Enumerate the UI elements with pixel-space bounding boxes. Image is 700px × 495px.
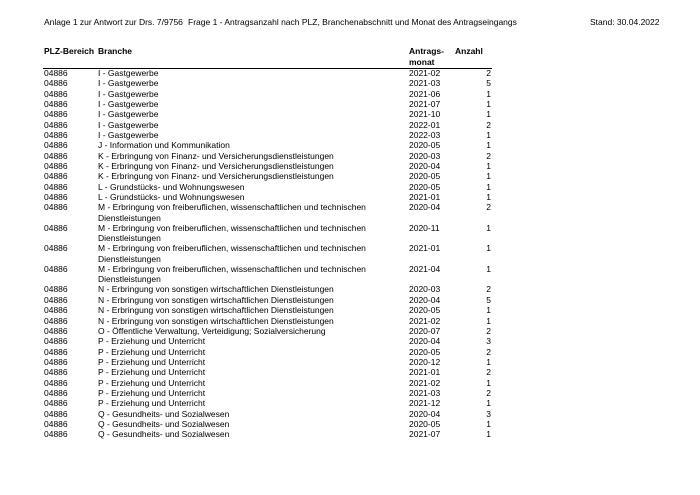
cell-plz: 04886 <box>44 429 68 440</box>
cell-branche: I - Gastgewerbe <box>98 130 159 141</box>
column-header-branche: Branche <box>98 46 133 56</box>
cell-anzahl: 3 <box>486 408 491 419</box>
cell-antragsmonat: 2020-05 <box>409 181 441 192</box>
cell-anzahl: 1 <box>486 181 491 192</box>
cell-plz: 04886 <box>44 336 68 347</box>
cell-anzahl: 1 <box>486 377 491 388</box>
table-row <box>0 171 700 181</box>
cell-branche: P - Erziehung und Unterricht <box>98 387 206 398</box>
cell-anzahl: 2 <box>486 119 491 130</box>
cell-plz: 04886 <box>44 243 68 254</box>
document-reference: Anlage 1 zur Antwort zur Drs. 7/9756 <box>44 17 183 27</box>
cell-branche: P - Erziehung und Unterricht <box>98 367 206 378</box>
cell-branche: L - Grundstücks- und Wohnungswesen <box>98 192 245 203</box>
cell-anzahl: 1 <box>486 243 491 254</box>
cell-anzahl: 3 <box>486 336 491 347</box>
cell-anzahl: 2 <box>486 325 491 336</box>
table-row <box>0 243 700 264</box>
table-row <box>0 316 700 326</box>
cell-plz: 04886 <box>44 263 68 274</box>
cell-anzahl: 1 <box>486 315 491 326</box>
cell-antragsmonat: 2020-12 <box>409 356 441 367</box>
cell-plz: 04886 <box>44 88 68 99</box>
cell-antragsmonat: 2021-10 <box>409 109 441 120</box>
cell-anzahl: 1 <box>486 222 491 233</box>
table-row <box>0 223 700 244</box>
cell-plz: 04886 <box>44 408 68 419</box>
cell-branche: P - Erziehung und Unterricht <box>98 356 206 367</box>
cell-antragsmonat: 2021-07 <box>409 429 441 440</box>
table-row <box>0 388 700 398</box>
cell-antragsmonat: 2020-05 <box>409 305 441 316</box>
cell-branche: M - Erbringung von freiberuflichen, wissenschaftlichen und technischen Dienstleistungen <box>98 222 366 244</box>
table-row <box>0 202 700 223</box>
stand-date: Stand: 30.04.2022 <box>590 17 660 27</box>
cell-antragsmonat: 2020-05 <box>409 346 441 357</box>
cell-plz: 04886 <box>44 192 68 203</box>
table-row <box>0 78 700 88</box>
cell-plz: 04886 <box>44 119 68 130</box>
cell-antragsmonat: 2022-01 <box>409 119 441 130</box>
cell-branche: K - Erbringung von Finanz- und Versicherungsdienstleistungen <box>98 161 334 172</box>
cell-plz: 04886 <box>44 78 68 89</box>
cell-plz: 04886 <box>44 325 68 336</box>
cell-plz: 04886 <box>44 387 68 398</box>
cell-branche: P - Erziehung und Unterricht <box>98 377 206 388</box>
cell-antragsmonat: 2021-03 <box>409 78 441 89</box>
cell-anzahl: 2 <box>486 284 491 295</box>
table-row <box>0 336 700 346</box>
cell-branche: I - Gastgewerbe <box>98 88 159 99</box>
cell-anzahl: 1 <box>486 109 491 120</box>
cell-plz: 04886 <box>44 68 68 78</box>
cell-anzahl: 2 <box>486 367 491 378</box>
cell-plz: 04886 <box>44 99 68 110</box>
cell-antragsmonat: 2020-03 <box>409 150 441 161</box>
cell-anzahl: 2 <box>486 387 491 398</box>
table-row <box>0 140 700 150</box>
cell-plz: 04886 <box>44 171 68 182</box>
cell-anzahl: 1 <box>486 418 491 429</box>
cell-plz: 04886 <box>44 315 68 326</box>
cell-branche: N - Erbringung von sonstigen wirtschaftlichen Dienstleistungen <box>98 294 334 305</box>
cell-antragsmonat: 2020-11 <box>409 222 440 233</box>
cell-branche: Q - Gesundheits- und Sozialwesen <box>98 429 230 440</box>
cell-antragsmonat: 2020-04 <box>409 161 441 172</box>
cell-plz: 04886 <box>44 181 68 192</box>
cell-branche: P - Erziehung und Unterricht <box>98 398 206 409</box>
cell-branche: I - Gastgewerbe <box>98 68 159 78</box>
cell-anzahl: 2 <box>486 150 491 161</box>
cell-plz: 04886 <box>44 377 68 388</box>
cell-anzahl: 1 <box>486 356 491 367</box>
cell-anzahl: 5 <box>486 78 491 89</box>
cell-anzahl: 1 <box>486 305 491 316</box>
cell-branche: M - Erbringung von freiberuflichen, wissenschaftlichen und technischen Dienstleistungen <box>98 202 366 223</box>
cell-antragsmonat: 2021-02 <box>409 315 441 326</box>
table-row <box>0 192 700 202</box>
cell-branche: P - Erziehung und Unterricht <box>98 346 206 357</box>
table-row <box>0 68 700 78</box>
cell-antragsmonat: 2021-07 <box>409 99 441 110</box>
cell-branche: I - Gastgewerbe <box>98 78 159 89</box>
cell-anzahl: 1 <box>486 429 491 440</box>
table-row <box>0 347 700 357</box>
cell-antragsmonat: 2022-03 <box>409 130 441 141</box>
cell-antragsmonat: 2020-07 <box>409 325 441 336</box>
cell-plz: 04886 <box>44 109 68 120</box>
cell-antragsmonat: 2020-04 <box>409 294 441 305</box>
cell-branche: L - Grundstücks- und Wohnungswesen <box>98 181 245 192</box>
cell-branche: M - Erbringung von freiberuflichen, wissenschaftlichen und technischen Dienstleistungen <box>98 243 366 264</box>
column-header-plz: PLZ-Bereich <box>44 46 95 56</box>
cell-anzahl: 1 <box>486 140 491 151</box>
table-row <box>0 182 700 192</box>
cell-antragsmonat: 2020-04 <box>409 202 441 213</box>
cell-branche: N - Erbringung von sonstigen wirtschaftlichen Dienstleistungen <box>98 315 334 326</box>
cell-antragsmonat: 2020-04 <box>409 336 441 347</box>
cell-anzahl: 2 <box>486 68 491 78</box>
table-row <box>0 409 700 419</box>
cell-antragsmonat: 2020-03 <box>409 284 441 295</box>
data-table-body <box>0 68 700 440</box>
cell-antragsmonat: 2021-01 <box>409 192 441 203</box>
cell-branche: Q - Gesundheits- und Sozialwesen <box>98 408 230 419</box>
cell-antragsmonat: 2021-04 <box>409 263 441 274</box>
cell-anzahl: 1 <box>486 88 491 99</box>
cell-plz: 04886 <box>44 418 68 429</box>
cell-anzahl: 1 <box>486 161 491 172</box>
cell-plz: 04886 <box>44 398 68 409</box>
cell-plz: 04886 <box>44 284 68 295</box>
column-header-antragsmonat: Antrags- monat <box>409 46 444 67</box>
cell-branche: O - Öffentliche Verwaltung, Verteidigung; Sozialversicherung <box>98 325 326 336</box>
table-row <box>0 264 700 285</box>
cell-branche: Q - Gesundheits- und Sozialwesen <box>98 418 230 429</box>
cell-anzahl: 5 <box>486 294 491 305</box>
cell-antragsmonat: 2020-05 <box>409 140 441 151</box>
cell-antragsmonat: 2020-05 <box>409 171 441 182</box>
cell-plz: 04886 <box>44 150 68 161</box>
document-title: Frage 1 - Antragsanzahl nach PLZ, Branchenabschnitt und Monat des Antragseingangs <box>188 17 517 27</box>
cell-branche: J - Information und Kommunikation <box>98 140 230 151</box>
cell-plz: 04886 <box>44 305 68 316</box>
table-row <box>0 295 700 305</box>
table-row <box>0 398 700 408</box>
cell-antragsmonat: 2021-02 <box>409 68 441 78</box>
cell-plz: 04886 <box>44 367 68 378</box>
cell-branche: P - Erziehung und Unterricht <box>98 336 206 347</box>
cell-branche: N - Erbringung von sonstigen wirtschaftlichen Dienstleistungen <box>98 284 334 295</box>
table-row <box>0 99 700 109</box>
cell-branche: M - Erbringung von freiberuflichen, wissenschaftlichen und technischen Dienstleistungen <box>98 263 366 285</box>
cell-anzahl: 1 <box>486 263 491 274</box>
cell-plz: 04886 <box>44 140 68 151</box>
table-row <box>0 326 700 336</box>
table-row <box>0 130 700 140</box>
cell-anzahl: 2 <box>486 202 491 213</box>
cell-plz: 04886 <box>44 161 68 172</box>
cell-antragsmonat: 2021-01 <box>409 367 441 378</box>
cell-anzahl: 1 <box>486 130 491 141</box>
cell-branche: I - Gastgewerbe <box>98 119 159 130</box>
table-row <box>0 419 700 429</box>
table-row <box>0 357 700 367</box>
cell-plz: 04886 <box>44 294 68 305</box>
table-row <box>0 284 700 294</box>
table-row <box>0 89 700 99</box>
table-row <box>0 305 700 315</box>
cell-antragsmonat: 2020-05 <box>409 418 441 429</box>
table-row <box>0 151 700 161</box>
cell-anzahl: 1 <box>486 171 491 182</box>
cell-branche: N - Erbringung von sonstigen wirtschaftlichen Dienstleistungen <box>98 305 334 316</box>
cell-plz: 04886 <box>44 202 68 213</box>
table-row <box>0 367 700 377</box>
cell-antragsmonat: 2021-12 <box>409 398 441 409</box>
cell-antragsmonat: 2021-01 <box>409 243 441 254</box>
table-row <box>0 161 700 171</box>
cell-anzahl: 1 <box>486 99 491 110</box>
cell-plz: 04886 <box>44 356 68 367</box>
table-row <box>0 120 700 130</box>
cell-antragsmonat: 2020-04 <box>409 408 441 419</box>
cell-antragsmonat: 2021-06 <box>409 88 441 99</box>
cell-plz: 04886 <box>44 130 68 141</box>
column-header-anzahl: Anzahl <box>455 46 483 56</box>
table-row <box>0 378 700 388</box>
cell-anzahl: 1 <box>486 398 491 409</box>
cell-plz: 04886 <box>44 346 68 357</box>
cell-plz: 04886 <box>44 222 68 233</box>
cell-antragsmonat: 2021-03 <box>409 387 441 398</box>
cell-branche: K - Erbringung von Finanz- und Versicherungsdienstleistungen <box>98 150 334 161</box>
table-row <box>0 109 700 119</box>
cell-antragsmonat: 2021-02 <box>409 377 441 388</box>
cell-anzahl: 1 <box>486 192 491 203</box>
cell-branche: I - Gastgewerbe <box>98 109 159 120</box>
cell-anzahl: 2 <box>486 346 491 357</box>
cell-branche: I - Gastgewerbe <box>98 99 159 110</box>
table-row <box>0 429 700 439</box>
cell-branche: K - Erbringung von Finanz- und Versicherungsdienstleistungen <box>98 171 334 182</box>
